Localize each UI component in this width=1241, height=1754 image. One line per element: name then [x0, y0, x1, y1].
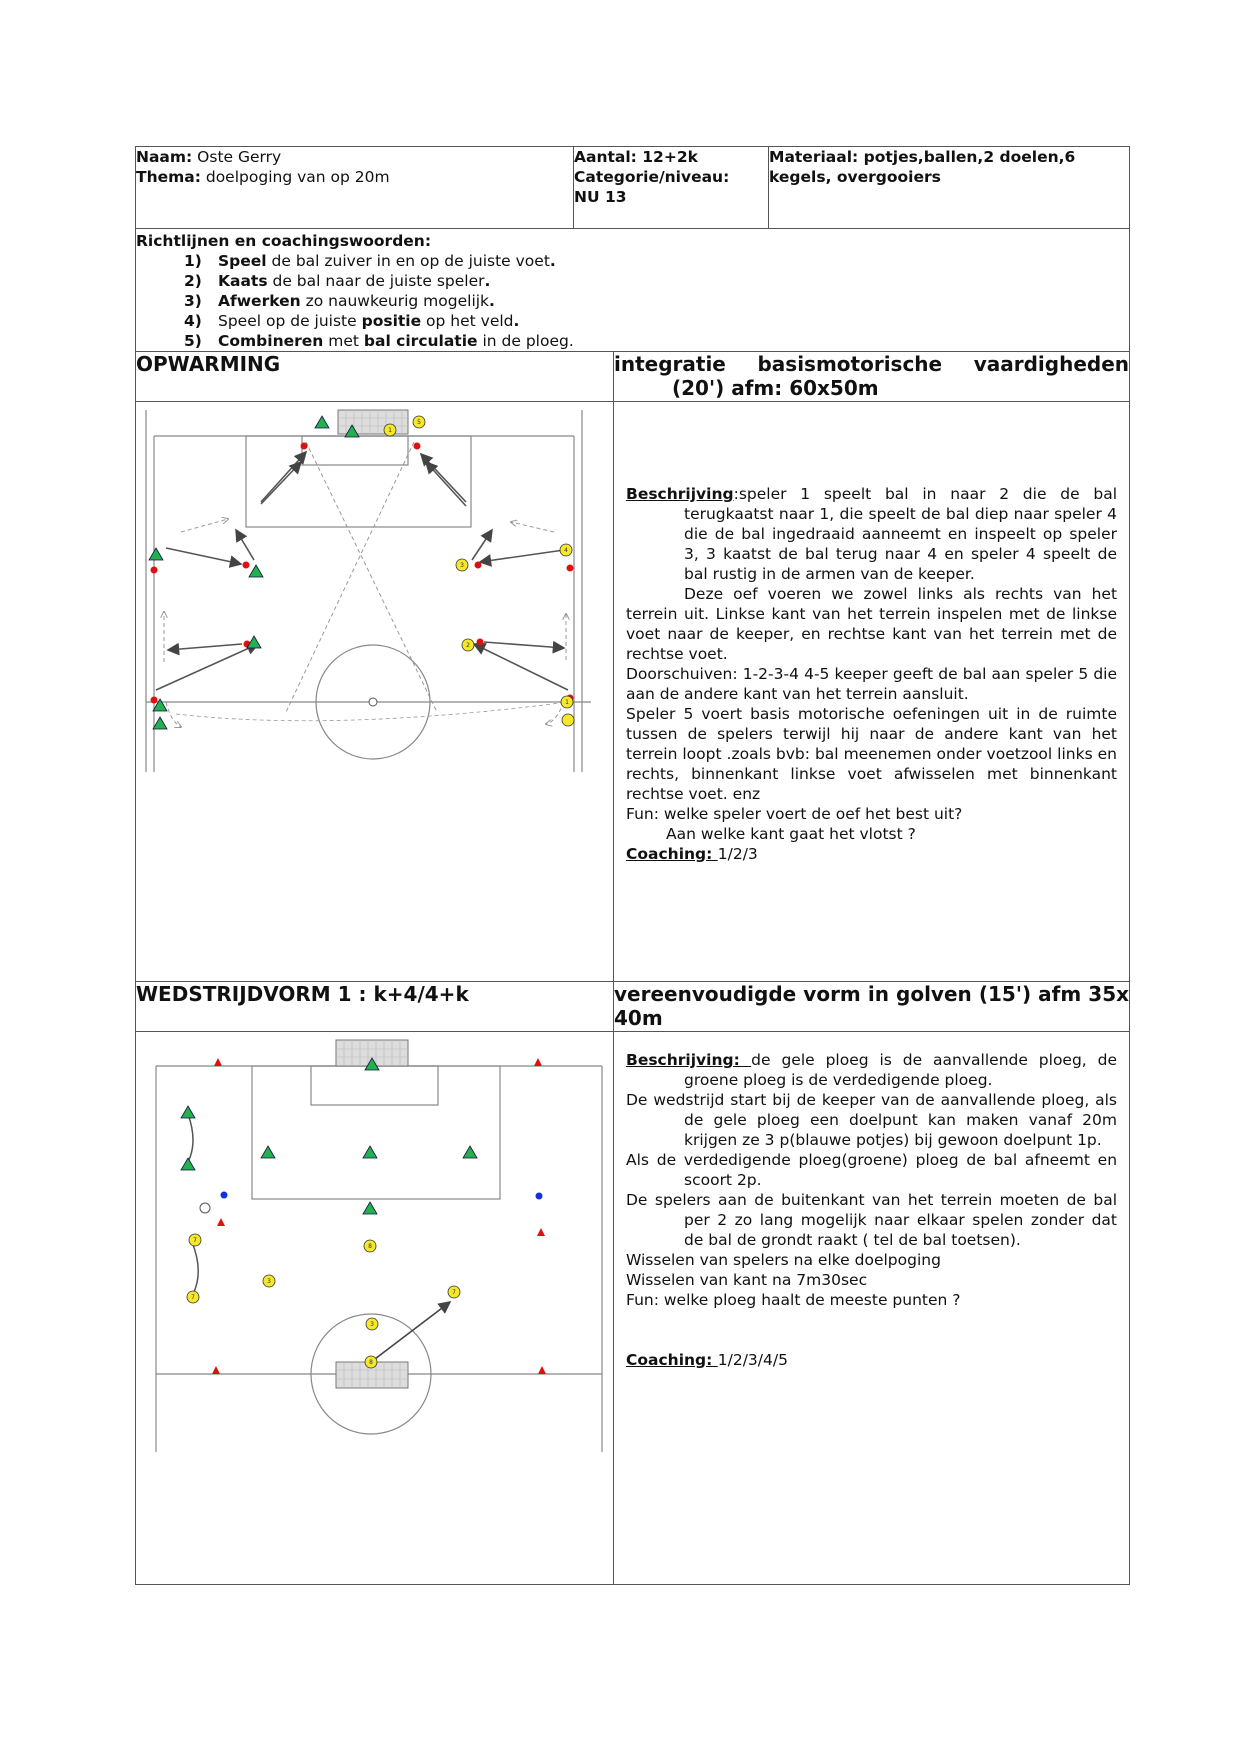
desc-text: De wedstrijd start bij de keeper van de aanvallende ploeg, als de gele ploeg een doelpunt kan maken vanaf 20m krijgen ze 3 p(blauwe potjes) bij gewoon doelpunt 1p.	[626, 1091, 1118, 1149]
desc-text: Wisselen van spelers na elke doelpoging	[626, 1251, 941, 1269]
desc-text: Als de verdedigende ploeg(groene) ploeg de bal afneemt en scoort 2p.	[626, 1151, 1118, 1189]
svg-text:3: 3	[370, 1321, 374, 1328]
beschrijving-label: Beschrijving:	[626, 1051, 752, 1069]
materiaal-cell	[769, 147, 1130, 229]
desc-text: Wisselen van kant na 7m30sec	[626, 1271, 868, 1289]
coaching-label: Coaching:	[626, 845, 718, 863]
ball-icon	[369, 698, 377, 706]
section1-subtitle-line2: (20') afm: 60x50m	[672, 376, 879, 400]
svg-text:1: 1	[565, 699, 569, 706]
pass-arrow	[371, 1302, 450, 1362]
svg-text:7: 7	[452, 1289, 456, 1296]
desc-text: Doorschuiven: 1-2-3-4 4-5 keeper geeft de bal aan speler 5 die aan de andere kant van het terrein aansluit.	[626, 665, 1118, 703]
svg-text:2: 2	[466, 642, 470, 649]
desc-text: Deze oef voeren we zowel links als rechts van het terrein uit. Linkse kant van het terrein inspelen met de linkse voet naar de keeper, en rechtse kant van het terrein met de rechtse voet.	[626, 585, 1118, 663]
fun-line: Aan welke kant gaat het vlotst ?	[666, 825, 916, 843]
svg-text:8: 8	[368, 1243, 372, 1250]
yellow-players	[187, 1234, 460, 1368]
svg-text:7: 7	[191, 1294, 195, 1301]
desc-text: De spelers aan de buitenkant van het terrein moeten de bal per 2 zo lang mogelijk naar elkaar spelen zonder dat de bal de grondt raakt ( tel de bal toetsen).	[626, 1191, 1118, 1249]
run-lines	[164, 442, 568, 727]
section1-title: OPWARMING	[136, 352, 614, 402]
coaching-value: 1/2/3/4/5	[717, 1351, 788, 1369]
wedstrijdvorm-diagram	[136, 1032, 610, 1580]
ball-icon	[200, 1203, 210, 1213]
blue-cones	[221, 1192, 543, 1200]
niveau: NU 13	[574, 188, 627, 206]
fun-line: Fun: welke speler voert de oef het best uit?	[626, 805, 963, 823]
coaching-label: Coaching:	[626, 1351, 718, 1369]
aantal-cell	[574, 147, 769, 229]
desc-text: Speler 5 voert basis motorische oefeningen uit in de ruimte tussen de spelers terwijl hij naar de andere kant van het terrein loopt .zoals bvb: bal meenemen onder voetzool links en rechts, binnenkant linkse voet afwisselen met binnenkant rechtse voet. enz	[626, 705, 1118, 803]
list-item: 4) Speel op de juiste positie op het veld.	[184, 312, 520, 330]
section2-title: WEDSTRIJDVORM 1 : k+4/4+k	[136, 982, 614, 1032]
naam-value: Oste Gerry	[192, 148, 282, 166]
richtlijnen-cell	[136, 229, 1130, 352]
svg-text:1: 1	[388, 427, 392, 434]
categorie: Categorie/niveau:	[574, 168, 730, 186]
aantal: Aantal: 12+2k	[574, 148, 698, 166]
section2-subtitle: vereenvoudigde vorm in golven (15') afm 35x 40m	[614, 982, 1130, 1030]
svg-text:3: 3	[460, 562, 464, 569]
player-numbers	[191, 1237, 456, 1366]
svg-text:7: 7	[193, 1237, 197, 1244]
section2-diagram-cell	[136, 1032, 614, 1585]
svg-text:3: 3	[267, 1278, 271, 1285]
thema-value: doelpoging van op 20m	[200, 168, 390, 186]
beschrijving-label: Beschrijving	[626, 485, 734, 503]
list-item: 2) Kaats de bal naar de juiste speler.	[184, 272, 491, 290]
pass-arrows	[156, 452, 568, 690]
richtlijnen-title: Richtlijnen en coachingswoorden:	[136, 232, 432, 250]
svg-text:8: 8	[369, 1359, 373, 1366]
section1-description	[614, 402, 1130, 982]
section1-diagram-cell	[136, 402, 614, 982]
fun-line: Fun: welke ploeg haalt de meeste punten ?	[626, 1291, 961, 1309]
coaching-value: 1/2/3	[717, 845, 758, 863]
richtlijnen-list	[136, 251, 1129, 351]
materiaal: Materiaal: potjes,ballen,2 doelen,6 kegels, overgooiers	[769, 148, 1076, 186]
naam-label: Naam:	[136, 148, 193, 166]
green-players	[149, 416, 359, 729]
section1-subtitle-line1: integratie basismotorische vaardigheden	[614, 352, 1130, 376]
list-item: 1) Speel de bal zuiver in en op de juiste voet.	[184, 252, 556, 270]
section2-description	[614, 1032, 1130, 1585]
training-table	[135, 146, 1130, 1585]
svg-text:4: 4	[564, 547, 568, 554]
field-lines	[156, 1066, 602, 1452]
pass-curves	[188, 1114, 198, 1294]
green-players	[181, 1058, 477, 1214]
list-item: 3) Afwerken zo nauwkeurig mogelijk.	[184, 292, 495, 310]
desc-text: :speler 1 speelt bal in naar 2 die de bal terugkaatst naar 1, die speelt de bal diep naar speler 4 die de bal ingedraaid aanneemt en inspeelt op speler 3, 3 kaatst de bal terug naar 4 en speler 4 speelt de bal rustig in de armen van de keeper.	[684, 485, 1118, 583]
opwarming-diagram	[136, 402, 610, 977]
svg-text:5: 5	[417, 419, 421, 426]
training-sheet	[135, 146, 1129, 1585]
list-item: 5) Combineren met bal circulatie in de ploeg.	[184, 332, 574, 350]
name-theme-cell	[136, 147, 574, 229]
desc-text: de gele ploeg is de aanvallende ploeg, de groene ploeg is de verdedigende ploeg.	[684, 1051, 1118, 1089]
thema-label: Thema:	[136, 168, 201, 186]
section1-subtitle-cell	[614, 352, 1130, 402]
